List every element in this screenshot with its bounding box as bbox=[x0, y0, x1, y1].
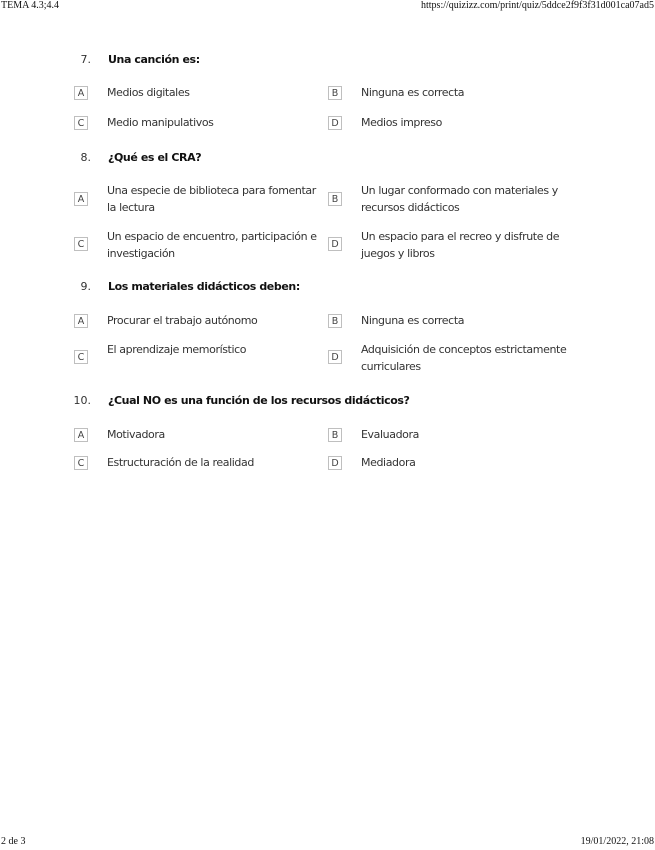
option-letter-box: A bbox=[74, 428, 88, 442]
option-letter-box: B bbox=[328, 314, 342, 328]
option-text: Un espacio para el recreo y disfrute de juegos y libros bbox=[361, 230, 560, 260]
option-text: Ninguna es correcta bbox=[361, 314, 465, 327]
question-number: 9. bbox=[80, 280, 91, 293]
question-number: 7. bbox=[80, 53, 91, 66]
option-text: Adquisición de conceptos estrictamente curriculares bbox=[361, 343, 567, 373]
option-letter-box: A bbox=[74, 192, 88, 206]
option-text: Procurar el trabajo autónomo bbox=[107, 314, 258, 327]
question-text: Los materiales didácticos deben: bbox=[108, 280, 300, 293]
option-letter-box: B bbox=[328, 192, 342, 206]
option-text: Medio manipulativos bbox=[107, 116, 214, 129]
option-text: Medios digitales bbox=[107, 86, 190, 99]
question-text: ¿Qué es el CRA? bbox=[108, 151, 202, 164]
option-text: Una especie de biblioteca para fomentar la lectura bbox=[107, 184, 316, 214]
option-letter-box: D bbox=[328, 237, 342, 251]
option-letter-box: B bbox=[328, 86, 342, 100]
option-text: Estructuración de la realidad bbox=[107, 456, 254, 469]
option-letter-box: B bbox=[328, 428, 342, 442]
option-letter-box: D bbox=[328, 350, 342, 364]
question-number: 8. bbox=[80, 151, 91, 164]
option-letter-box: C bbox=[74, 237, 88, 251]
option-letter-box: A bbox=[74, 314, 88, 328]
option-text: Mediadora bbox=[361, 456, 416, 469]
option-letter-box: D bbox=[328, 116, 342, 130]
option-letter-box: C bbox=[74, 116, 88, 130]
option-text: Medios impreso bbox=[361, 116, 442, 129]
option-text: Un lugar conformado con materiales y recursos didácticos bbox=[361, 184, 558, 214]
option-letter-box: C bbox=[74, 456, 88, 470]
option-text: Ninguna es correcta bbox=[361, 86, 465, 99]
question-text: Una canción es: bbox=[108, 53, 200, 66]
question-number: 10. bbox=[73, 394, 91, 407]
question-text: ¿Cual NO es una función de los recursos didácticos? bbox=[108, 394, 410, 407]
print-datetime: 19/01/2022, 21:08 bbox=[580, 836, 654, 847]
option-text: El aprendizaje memorístico bbox=[107, 343, 247, 356]
document-url[interactable]: https://quizizz.com/print/quiz/5ddce2f9f3f31d001ca07ad5 bbox=[421, 0, 654, 11]
option-text: Un espacio de encuentro, participación e investigación bbox=[107, 230, 317, 260]
page-number: 2 de 3 bbox=[1, 836, 26, 847]
option-letter-box: D bbox=[328, 456, 342, 470]
print-header bbox=[0, 0, 655, 14]
option-text: Motivadora bbox=[107, 428, 165, 441]
document-title: TEMA 4.3;4.4 bbox=[1, 0, 60, 11]
option-letter-box: A bbox=[74, 86, 88, 100]
option-letter-box: C bbox=[74, 350, 88, 364]
option-text: Evaluadora bbox=[361, 428, 419, 441]
